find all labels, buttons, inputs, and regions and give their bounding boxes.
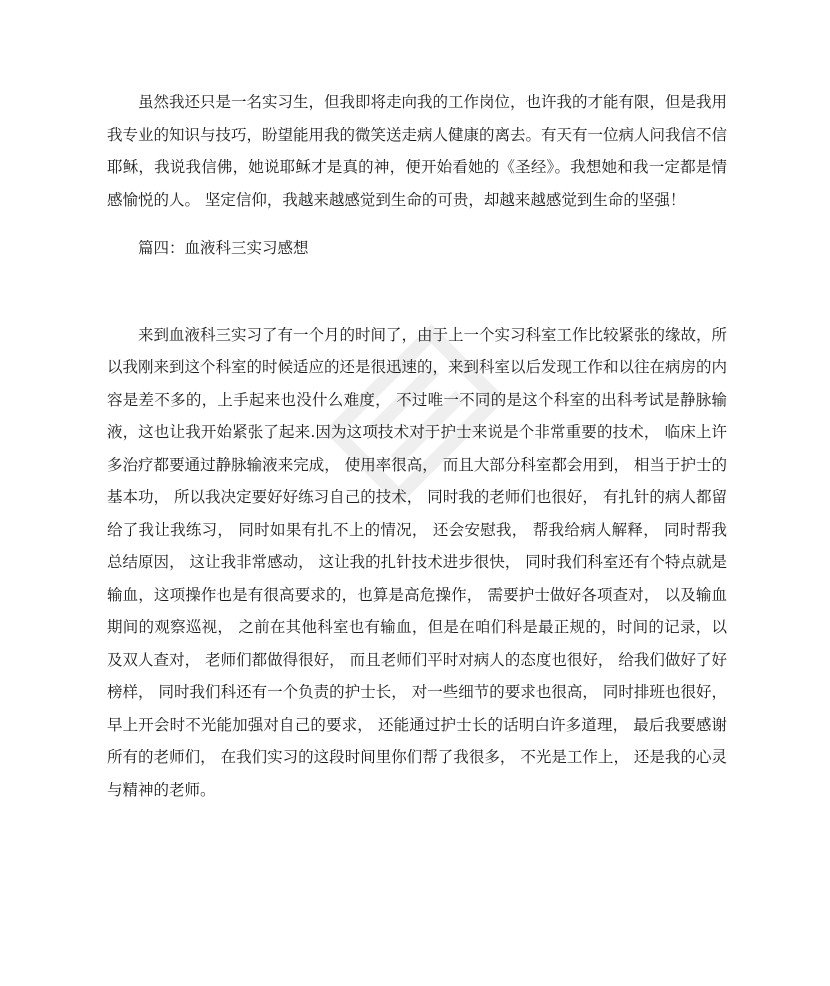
paragraph-intro: 虽然我还只是一名实习生，但我即将走向我的工作岗位，也许我的才能有限，但是我用我专业的知识与技巧，盼望能用我的微笑送走病人健康的离去。有天有一位病人问我信不信耶稣，我说我信佛，她说耶稣才是真的神，便开始看她的《圣经》。我想她和我一定都是情感愉悦的人。 坚定信仰，我越来越感觉到生命的可贵，却越来越感觉到生命的坚强！ [107,93,728,209]
section-heading: 篇四：血液科三实习感想 [138,239,309,257]
document-body [107,86,727,806]
section-spacer [107,265,727,319]
paragraph-body: 来到血液科三实习了有一个月的时间了，由于上一个实习科室工作比较紧张的缘故，所以我刚来到这个科室的时候适应的还是很迅速的，来到科室以后发现工作和以往在病房的内容是差不多的，上手起来也没什么难度， 不过唯一不同的是这个科室的出科考试是静脉输液，这也让我开始紧张了起来.因为这项技术对于护士来说是个非常重要的技术， 临床上许多治疗都要通过静脉输液来完成， 使用率很高， 而且大部分科室都会用到， 相当于护士的基本功， 所以我决定要好好练习自己的技术， 同时我的老师们也很好， 有扎针的病人都留给了我让我练习， 同时如果有扎不上的情况， 还会安慰我， 帮我给病人解释， 同时帮我总结原因， 这让我非常感动， 这让我的扎针技术进步很快， 同时我们科室还有个特点就是输血，这项操作也是有很高要求的，也算是高危操作， 需要护士做好各项查对， 以及输血期间的观察巡视， 之前在其他科室也有输血，但是在咱们科是最正规的，时间的记录，以及双人查对， 老师们都做得很好， 而且老师们平时对病人的态度也很好， 给我们做好了好榜样， 同时我们科还有一个负责的护士长， 对一些细节的要求也很高， 同时排班也很好，早上开会时不光能加强对自己的要求， 还能通过护士长的话明白许多道理， 最后我要感谢所有的老师们， 在我们实习的这段时间里你们帮了我很多， 不光是工作上， 还是我的心灵与精神的老师。 [107,325,728,799]
